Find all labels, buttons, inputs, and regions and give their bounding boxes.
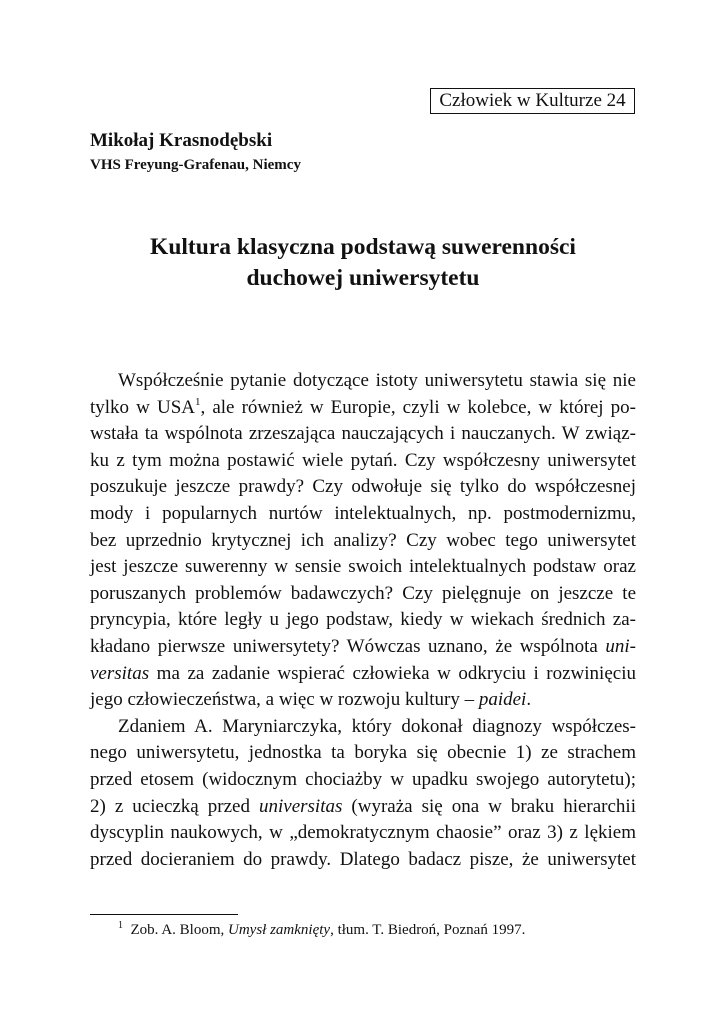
footnote-text: , tłum. T. Biedroń, Poznań 1997. <box>330 922 526 938</box>
italic-term: versitas <box>90 662 150 684</box>
text-fragment: jego człowieczeństwa, a więc w rozwoju kultury – <box>90 689 479 711</box>
footnote-italic-title: Umysł zamknięty <box>228 922 331 938</box>
text-fragment: kładano pierwsze uniwersytety? Wówczas uznano, że wspólnota <box>90 635 606 657</box>
text-line: nego uniwersytetu, jednostka ta boryka się obecnie 1) ze strachem <box>90 742 636 764</box>
paragraph-1 <box>90 368 636 714</box>
title-line-2: duchowej uniwersytetu <box>246 265 480 291</box>
text-line: przed etosem (widocznym chociażby w upadku swojego autorytetu); <box>90 768 636 790</box>
italic-term: universitas <box>258 795 343 817</box>
text-line: jest jeszcze suwerenny w sensie swoich intelektualnych podstaw oraz <box>90 556 636 578</box>
author-name: Mikołaj Krasnodębski <box>90 130 273 151</box>
text-fragment: ma za zadanie wspierać człowieka w odkryciu i rozwinięciu <box>149 662 636 684</box>
text-line <box>90 634 636 661</box>
text-line: dyscyplin naukowych, w „demokratycznym chaosie” oraz 3) z lękiem <box>90 822 636 844</box>
text-line: pryncypia, które legły u jego podstaw, kiedy w wiekach średnich za- <box>90 609 636 631</box>
footnote-text: Zob. A. Bloom, <box>130 922 229 938</box>
text-line <box>90 395 636 422</box>
text-line: bez uprzednio krytycznej ich analizy? Czy wobec tego uniwersytet <box>90 529 636 551</box>
journal-name-box: Człowiek w Kulturze 24 <box>430 88 635 114</box>
text-fragment: tylko w USA <box>90 396 195 418</box>
italic-term: uni- <box>605 635 636 657</box>
title-line-1: Kultura klasyczna podstawą suwerenności <box>150 234 576 260</box>
text-fragment: 2) z ucieczką przed <box>90 795 259 817</box>
article-body <box>90 368 636 873</box>
text-line: ku z tym można postawić wiele pytań. Czy współczesny uniwersytet <box>90 449 636 471</box>
text-fragment: . <box>526 689 532 711</box>
italic-term: paidei <box>478 689 527 711</box>
footnote-divider <box>90 914 238 915</box>
footnote-number: 1 <box>118 920 123 931</box>
text-line: mody i popularnych nurtów intelektualnych, np. postmodernizmu, <box>90 502 636 524</box>
footnote-reference[interactable]: 1 <box>194 395 201 408</box>
author-affiliation: VHS Freyung-Grafenau, Niemcy <box>90 157 301 173</box>
text-line: wstała ta wspólnota zrzeszająca nauczających i nauczanych. W związ- <box>90 423 636 445</box>
text-line <box>90 661 636 688</box>
text-line: przed docieraniem do prawdy. Dlatego badacz pisze, że uniwersytet <box>90 848 636 870</box>
article-title <box>90 232 636 294</box>
text-line <box>90 687 636 714</box>
footnote <box>118 921 525 939</box>
text-line <box>90 794 636 821</box>
text-fragment: , ale również w Europie, czyli w kolebce, w której po- <box>200 396 636 418</box>
text-line: poruszanych problemów badawczych? Czy pielęgnuje on jeszcze te <box>90 582 636 604</box>
text-line: Współcześnie pytanie dotyczące istoty uniwersytetu stawia się nie <box>118 370 636 391</box>
paragraph-2 <box>90 714 636 874</box>
text-line: Zdaniem A. Maryniarczyka, który dokonał diagnozy współczes- <box>118 715 636 737</box>
text-fragment: (wyraża się ona w braku hierarchii <box>342 795 636 817</box>
text-line: poszukuje jeszcze prawdy? Czy odwołuje się tylko do współczesnej <box>90 476 636 498</box>
